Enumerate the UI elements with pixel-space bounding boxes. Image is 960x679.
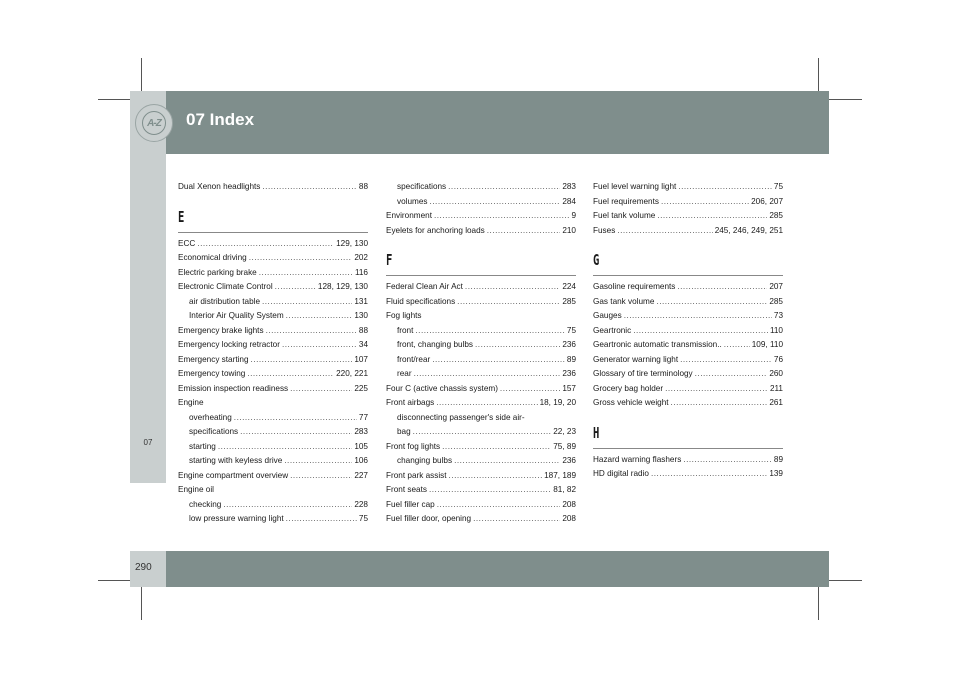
entry-page-ref: 210 — [562, 225, 576, 235]
index-entry — [178, 180, 368, 195]
index-entry — [178, 469, 368, 484]
index-entry — [178, 382, 368, 397]
entry-text: Dual Xenon headlights — [178, 182, 261, 191]
index-entry — [386, 483, 576, 498]
entry-text: Engine compartment overview — [178, 470, 289, 480]
index-subentry — [178, 498, 368, 513]
entry-text: front/rear — [397, 354, 431, 364]
entry-page-ref: 224 — [562, 282, 576, 291]
index-subentry — [178, 512, 368, 527]
entry-page-ref: 106 — [354, 456, 368, 465]
index-entry — [386, 512, 576, 527]
entry-text: Gross vehicle weight — [593, 398, 669, 407]
index-entry — [593, 324, 783, 339]
entry-page-ref: 236 — [562, 369, 576, 378]
index-entry — [593, 367, 783, 382]
index-subentry — [178, 295, 368, 310]
index-entry — [386, 382, 576, 397]
entry-page-ref: 129, 130 — [336, 238, 368, 248]
index-entry — [386, 280, 576, 295]
entry-text: Glossary of tire terminology — [593, 369, 693, 378]
entry-page-ref: 22, 23 — [553, 427, 576, 436]
index-entry — [386, 440, 576, 455]
index-entry — [178, 266, 368, 281]
entry-text: overheating — [189, 412, 232, 422]
index-entry — [593, 382, 783, 397]
letter-divider — [178, 232, 368, 233]
entry-page-ref: 211 — [769, 383, 783, 393]
entry-page-ref: 283 — [562, 182, 576, 191]
entry-page-ref: 110 — [769, 325, 783, 335]
index-entry — [386, 469, 576, 484]
dot-leader — [286, 512, 357, 527]
index-entry — [593, 309, 783, 324]
dot-leader — [624, 309, 772, 324]
entry-text: ECC — [178, 238, 196, 248]
index-entry — [386, 498, 576, 513]
dot-leader — [454, 454, 560, 469]
index-entry — [178, 324, 368, 339]
dot-leader — [282, 338, 357, 353]
entry-text: starting — [189, 441, 216, 451]
entry-page-ref: 89 — [773, 454, 783, 464]
dot-leader — [430, 195, 561, 210]
entry-page-ref: 236 — [562, 340, 576, 349]
dot-leader — [415, 324, 565, 339]
entry-page-ref: 131 — [354, 296, 368, 306]
entry-page-ref: 116 — [354, 267, 368, 277]
dot-leader — [275, 280, 316, 295]
entry-text: Geartronic — [593, 325, 632, 335]
index-entry — [593, 453, 783, 468]
dot-leader — [247, 367, 334, 382]
entry-text: specifications — [189, 427, 239, 436]
entry-text: Generator warning light — [593, 354, 679, 364]
entry-text: Economical driving — [178, 253, 247, 262]
dot-leader — [677, 280, 767, 295]
entry-text: checking — [189, 499, 222, 509]
entry-page-ref: 75 — [566, 325, 576, 335]
dot-leader — [475, 338, 560, 353]
dot-leader — [665, 382, 768, 397]
entry-page-ref: 260 — [769, 369, 783, 378]
dot-leader — [487, 224, 561, 239]
dot-leader — [251, 353, 353, 368]
entry-text: Front fog lights — [386, 441, 441, 451]
index-entry-heading: Engine oil — [178, 485, 214, 494]
entry-page-ref: 187, 189 — [544, 470, 576, 480]
entry-text: low pressure warning light — [189, 514, 284, 523]
entry-page-ref: 75 — [358, 514, 368, 523]
index-column-2 — [386, 180, 576, 527]
dot-leader — [240, 425, 352, 440]
dot-leader — [290, 469, 352, 484]
index-entry — [593, 467, 783, 482]
dot-leader — [448, 180, 560, 195]
index-subentry — [386, 338, 576, 353]
entry-page-ref: 284 — [562, 196, 576, 206]
entry-page-ref: 89 — [566, 354, 576, 364]
index-entry — [593, 353, 783, 368]
dot-leader — [500, 382, 560, 397]
dot-leader — [656, 295, 767, 310]
entry-text: Emission inspection readiness — [178, 383, 289, 393]
index-subentry — [178, 454, 368, 469]
letter-divider — [593, 275, 783, 276]
chapter-side-tab — [130, 154, 166, 483]
az-icon: A-Z — [142, 111, 166, 135]
entry-text: Interior Air Quality System — [189, 311, 284, 320]
dot-leader — [413, 425, 552, 440]
entry-page-ref: 9 — [571, 211, 576, 220]
dot-leader — [442, 440, 551, 455]
entry-page-ref: 107 — [354, 354, 368, 364]
entry-text: Electronic Climate Control — [178, 282, 273, 291]
entry-page-ref: 34 — [358, 340, 368, 349]
dot-leader — [651, 467, 767, 482]
dot-leader — [695, 367, 768, 382]
index-entry — [386, 209, 576, 224]
index-letter-heading: H — [593, 423, 600, 442]
dot-leader — [429, 483, 551, 498]
dot-leader — [724, 338, 750, 353]
entry-text: Front seats — [386, 485, 427, 494]
entry-page-ref: 207 — [769, 282, 783, 291]
entry-page-ref: 139 — [769, 469, 783, 478]
dot-leader — [234, 411, 357, 426]
index-subentry — [386, 367, 576, 382]
entry-text: Environment — [386, 211, 432, 220]
index-entry-heading: Engine — [178, 398, 204, 407]
index-column-1 — [178, 180, 368, 527]
entry-text: Geartronic automatic transmission.. — [593, 340, 722, 349]
chapter-tab-label: 07 — [143, 438, 153, 447]
entry-text: Eyelets for anchoring loads — [386, 225, 485, 235]
entry-page-ref: 220, 221 — [336, 369, 368, 378]
letter-divider — [593, 448, 783, 449]
entry-page-ref: 76 — [773, 354, 783, 364]
index-subentry — [386, 353, 576, 368]
entry-page-ref: 225 — [354, 383, 368, 393]
index-subentry — [386, 180, 576, 195]
entry-text: Fuel requirements — [593, 196, 659, 206]
index-entry — [593, 209, 783, 224]
dot-leader — [436, 396, 537, 411]
entry-page-ref: 88 — [358, 182, 368, 191]
entry-text: HD digital radio — [593, 469, 649, 478]
index-entry — [593, 180, 783, 195]
dot-leader — [671, 396, 768, 411]
entry-text: Four C (active chassis system) — [386, 383, 498, 393]
entry-text: Grocery bag holder — [593, 383, 664, 393]
index-subentry — [386, 425, 576, 440]
entry-text: bag — [397, 427, 411, 436]
index-subentry — [178, 425, 368, 440]
dot-leader — [290, 382, 352, 397]
dot-leader — [259, 266, 353, 281]
entry-text: Fluid specifications — [386, 296, 456, 306]
entry-text: Front park assist — [386, 470, 447, 480]
dot-leader — [680, 353, 772, 368]
index-entry — [593, 195, 783, 210]
entry-text: Fuel filler door, opening — [386, 514, 472, 523]
entry-text: Fuses — [593, 225, 616, 235]
entry-text: Emergency brake lights — [178, 325, 264, 335]
index-subentry — [178, 411, 368, 426]
entry-text: Emergency locking retractor — [178, 340, 280, 349]
entry-page-ref: 227 — [354, 470, 368, 480]
entry-text: Gas tank volume — [593, 296, 655, 306]
entry-page-ref: 208 — [562, 499, 576, 509]
entry-text: Fuel tank volume — [593, 211, 656, 220]
dot-leader — [434, 209, 569, 224]
entry-text: Federal Clean Air Act — [386, 282, 463, 291]
entry-text: changing bulbs — [397, 456, 453, 465]
index-entry — [178, 280, 368, 295]
index-entry — [593, 224, 783, 239]
index-entry — [386, 224, 576, 239]
index-entry-heading: Fog lights — [386, 311, 422, 320]
dot-leader — [286, 309, 353, 324]
entry-text: Gauges — [593, 311, 622, 320]
entry-page-ref: 109, 110 — [751, 340, 783, 349]
dot-leader — [262, 295, 352, 310]
entry-page-ref: 285 — [769, 211, 783, 220]
dot-leader — [414, 367, 561, 382]
dot-leader — [262, 180, 356, 195]
index-badge — [135, 104, 173, 142]
index-entry — [178, 367, 368, 382]
entry-page-ref: 202 — [354, 253, 368, 262]
entry-text: Fuel filler cap — [386, 499, 435, 509]
index-entry — [178, 338, 368, 353]
entry-text: Emergency towing — [178, 369, 246, 378]
entry-page-ref: 130 — [354, 311, 368, 320]
index-entry — [593, 280, 783, 295]
entry-page-ref: 73 — [773, 311, 783, 320]
dot-leader — [473, 512, 560, 527]
entry-page-ref: 88 — [358, 325, 368, 335]
index-entry — [386, 396, 576, 411]
entry-text: starting with keyless drive — [189, 456, 283, 465]
index-entry — [593, 338, 783, 353]
index-entry-continuation: disconnecting passenger's side air- — [397, 412, 525, 422]
page-title: 07 Index — [186, 110, 255, 129]
index-entry — [178, 353, 368, 368]
index-subentry — [178, 309, 368, 324]
entry-page-ref: 206, 207 — [751, 196, 783, 206]
entry-page-ref: 228 — [354, 499, 368, 509]
entry-page-ref: 18, 19, 20 — [539, 398, 576, 407]
entry-page-ref: 157 — [562, 383, 576, 393]
index-entry — [386, 295, 576, 310]
dot-leader — [661, 195, 749, 210]
entry-page-ref: 236 — [562, 456, 576, 465]
entry-page-ref: 105 — [354, 441, 368, 451]
index-subentry — [386, 454, 576, 469]
dot-leader — [449, 469, 543, 484]
index-subentry — [386, 195, 576, 210]
dot-leader — [457, 295, 560, 310]
dot-leader — [197, 237, 334, 252]
dot-leader — [437, 498, 561, 513]
index-letter-heading: G — [593, 251, 600, 269]
entry-text: front — [397, 325, 414, 335]
entry-page-ref: 208 — [562, 514, 576, 523]
dot-leader — [617, 224, 712, 239]
dot-leader — [432, 353, 565, 368]
index-entry — [593, 396, 783, 411]
entry-text: front, changing bulbs — [397, 340, 474, 349]
entry-page-ref: 81, 82 — [553, 485, 576, 494]
page-number: 290 — [135, 562, 152, 573]
entry-text: Emergency starting — [178, 354, 249, 364]
entry-text: air distribution table — [189, 296, 260, 306]
entry-page-ref: 285 — [769, 296, 783, 306]
dot-leader — [683, 453, 772, 468]
entry-text: volumes — [397, 196, 428, 206]
entry-page-ref: 77 — [358, 412, 368, 422]
entry-page-ref: 128, 129, 130 — [317, 282, 368, 291]
dot-leader — [249, 251, 353, 266]
entry-page-ref: 283 — [354, 427, 368, 436]
letter-divider — [386, 275, 576, 276]
entry-text: Front airbags — [386, 398, 435, 407]
dot-leader — [633, 324, 768, 339]
entry-text: Electric parking brake — [178, 267, 257, 277]
dot-leader — [223, 498, 352, 513]
entry-page-ref: 75, 89 — [553, 441, 576, 451]
entry-page-ref: 245, 246, 249, 251 — [714, 225, 783, 235]
index-subentry — [386, 324, 576, 339]
index-column-3 — [593, 180, 783, 482]
dot-leader — [266, 324, 357, 339]
entry-page-ref: 285 — [562, 296, 576, 306]
dot-leader — [678, 180, 772, 195]
entry-text: Gasoline requirements — [593, 282, 676, 291]
index-entry — [178, 237, 368, 252]
entry-page-ref: 261 — [769, 398, 783, 407]
entry-text: Fuel level warning light — [593, 182, 677, 191]
index-letter-heading: F — [386, 251, 393, 269]
index-subentry — [178, 440, 368, 455]
dot-leader — [218, 440, 352, 455]
dot-leader — [284, 454, 352, 469]
entry-text: specifications — [397, 182, 447, 191]
index-entry — [593, 295, 783, 310]
entry-page-ref: 75 — [773, 182, 783, 191]
entry-text: Hazard warning flashers — [593, 454, 682, 464]
index-entry — [178, 251, 368, 266]
entry-text: rear — [397, 369, 412, 378]
footer-bar — [166, 551, 829, 587]
dot-leader — [657, 209, 767, 224]
dot-leader — [465, 280, 560, 295]
index-letter-heading: E — [178, 207, 185, 226]
